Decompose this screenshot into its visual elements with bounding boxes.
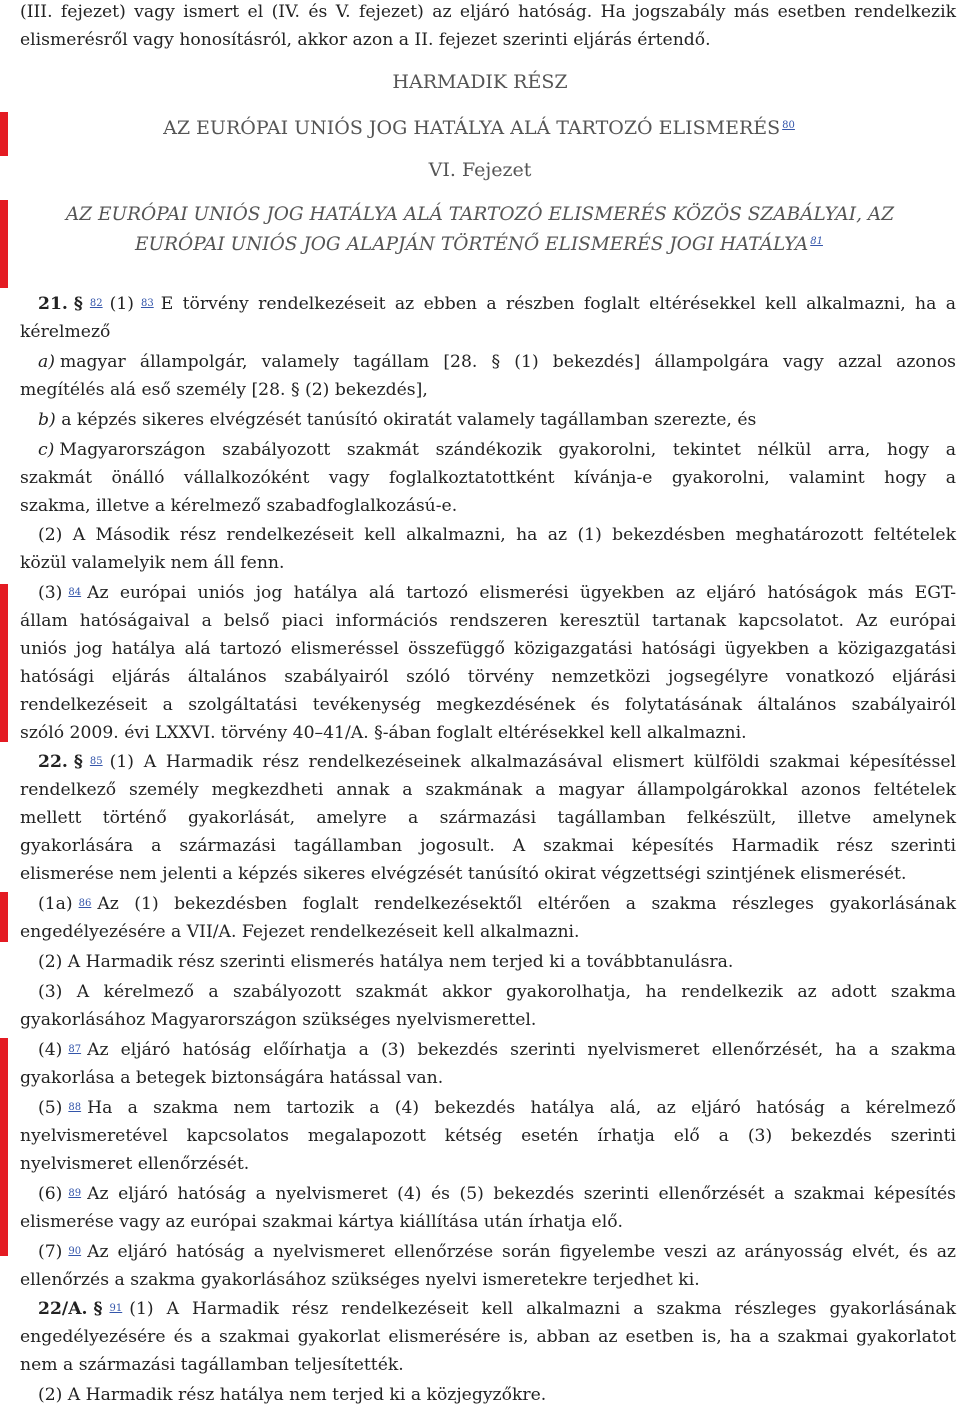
paragraph-line xyxy=(38,1096,956,1122)
margin-marker xyxy=(0,584,8,742)
margin-marker xyxy=(0,892,8,942)
text-line: hatósági eljárás általános szabályairól szóló törvény nemzetközi jogsegélyre vonatkozó eljárási xyxy=(20,667,956,687)
paragraph-line xyxy=(38,750,956,776)
text-line: ellenőrzés a szakma gyakorlásához szükséges nyelvi ismeretekre terjedhet ki. xyxy=(20,1270,700,1290)
section-number: 22/A. § xyxy=(38,1299,103,1319)
text-line: szakmát önálló vállalkozóként vagy foglalkoztatottként kívánja-e gyakorolni, valamint hogy a xyxy=(20,468,956,488)
text-line: nem a származási tagállamban teljesítették. xyxy=(20,1355,404,1375)
text-line: gyakorlása a betegek biztonságára hatással van. xyxy=(20,1068,444,1088)
text-segment: Az eljáró hatóság a nyelvismeret (4) és (5) bekezdés szerinti ellenőrzését a szakmai képesítés xyxy=(87,1184,956,1204)
text-segment: (1) A Harmadik rész rendelkezéseit kell alkalmazni a szakma részleges gyakorlásának xyxy=(129,1299,956,1319)
part-title: HARMADIK RÉSZ xyxy=(392,71,568,93)
footnote-link[interactable]: 87 xyxy=(68,1044,82,1055)
paragraph-label: (7) xyxy=(38,1242,63,1262)
chapter-heading: AZ EURÓPAI UNIÓS JOG HATÁLYA ALÁ TARTOZÓ ELISMERÉS KÖZÖS SZABÁLYAI, AZ xyxy=(65,204,895,225)
text-line: (2) A Harmadik rész szerinti elismerés hatálya nem terjed ki a továbbtanulásra. xyxy=(38,952,734,972)
paragraph-label: (3) xyxy=(38,583,63,603)
text-segment: magyar állampolgár, valamely tagállam [28. § (1) bekezdés] állampolgára vagy azzal azonos xyxy=(59,352,956,372)
paragraph-line xyxy=(38,292,956,318)
text-line: (3) A kérelmező a szabályozott szakmát akkor gyakorolhatja, ha rendelkezik az adott szakma xyxy=(38,982,956,1002)
text-line: (2) A Harmadik rész hatálya nem terjed ki a közjegyzőkre. xyxy=(38,1385,547,1405)
text-line: rendelkező személy megkezdheti annak a szakmának a magyar állampolgárokkal azonos feltételek xyxy=(20,780,956,800)
text-line: mellett történő gyakorlását, amelyre a származási tagállamban felkészült, illetve amelynek xyxy=(20,808,956,828)
text-line: szóló 2009. évi LXXVI. törvény 40–41/A. §-ában foglalt eltérésekkel kell alkalmazni. xyxy=(20,723,747,743)
list-item-a xyxy=(38,350,956,376)
text-line: elismerése nem jelenti a képzés sikeres elvégzését tanúsító okirat végzettségi szintjének elismerését. xyxy=(20,864,907,884)
footnote-link[interactable]: 91 xyxy=(109,1303,123,1314)
text-line: (III. fejezet) vagy ismert el (IV. és V. fejezet) az eljáró hatóság. Ha jogszabály más esetben rendelkezik xyxy=(20,2,956,22)
text-line: engedélyezésére a VII/A. Fejezet rendelkezéseit kell alkalmazni. xyxy=(20,922,580,942)
list-label: c) xyxy=(38,440,55,460)
footnote-link[interactable]: 80 xyxy=(782,120,795,131)
text-line: szakma, illetve a kérelmező szabadfoglalkozású-e. xyxy=(20,496,458,516)
text-line: elismerésről vagy honosításról, akkor azon a II. fejezet szerinti eljárás értendő. xyxy=(20,30,711,50)
text-line: gyakorlásához Magyarországon szükséges nyelvismerettel. xyxy=(20,1010,537,1030)
paragraph-label: (1) xyxy=(109,294,134,314)
paragraph-line xyxy=(38,581,956,607)
text-line: nyelvismeretével kapcsolatos megalapozott kétség esetén írhatja elő a (3) bekezdés szerinti xyxy=(20,1126,956,1146)
footnote-link[interactable]: 90 xyxy=(68,1246,82,1257)
text-line: nyelvismeret ellenőrzését. xyxy=(20,1154,250,1174)
list-label: a) xyxy=(38,352,55,372)
paragraph-label: (6) xyxy=(38,1184,63,1204)
text-line: rendelkezéseit a szolgáltatási tevékenység megkezdésének és folytatásának általános szabályairól xyxy=(20,695,956,715)
text-line: állam hatóságaival a belső piaci információs rendszeren keresztül tartanak kapcsolatot. Az európai xyxy=(20,611,956,631)
text-segment: E törvény rendelkezéseit az ebben a részben foglalt eltérésekkel kell alkalmazni, ha a xyxy=(160,294,956,314)
text-segment: a képzés sikeres elvégzését tanúsító okiratát valamely tagállamban szerezte, és xyxy=(61,410,757,430)
text-segment: Magyarországon szabályozott szakmát szándékozik gyakorolni, tekintet nélkül arra, hogy a xyxy=(59,440,956,460)
footnote-link[interactable]: 82 xyxy=(89,298,103,309)
text-line: megítélés alá eső személy [28. § (2) bekezdés], xyxy=(20,380,428,400)
text-segment: Ha a szakma nem tartozik a (4) bekezdés hatálya alá, az eljáró hatóság a kérelmező xyxy=(87,1098,956,1118)
chapter-heading: EURÓPAI UNIÓS JOG ALAPJÁN TÖRTÉNŐ ELISMERÉS JOGI HATÁLYA $^{81}$ xyxy=(135,234,823,255)
paragraph-line xyxy=(38,892,956,918)
list-item-b xyxy=(38,408,956,434)
paragraph-label: (5) xyxy=(38,1098,63,1118)
chapter-title: VI. Fejezet xyxy=(428,159,532,181)
part-subtitle: AZ EURÓPAI UNIÓS JOG HATÁLYA ALÁ TARTOZÓ ELISMERÉS $^{80}$ xyxy=(163,117,795,139)
footnote-link[interactable]: 84 xyxy=(68,587,82,598)
text-line: közül valamelyik nem áll fenn. xyxy=(20,553,285,573)
section-number: 22. § xyxy=(38,752,83,772)
paragraph-line xyxy=(38,1240,956,1266)
text-line: kérelmező xyxy=(20,322,111,342)
footnote-link[interactable]: 86 xyxy=(78,898,92,909)
list-label: b) xyxy=(38,410,56,430)
text-line: uniós jog hatálya alá tartozó elismeréssel összefüggő közigazgatási hatósági ügyekben a közigazgatási xyxy=(20,639,956,659)
text-line: elismerése vagy az európai szakmai kártya kiállítása után írhatja elő. xyxy=(20,1212,624,1232)
text-segment: Az eljáró hatóság előírhatja a (3) bekezdés szerinti nyelvismeret ellenőrzését, ha a szakma xyxy=(87,1040,956,1060)
list-item-c xyxy=(38,438,956,464)
paragraph-line xyxy=(38,1182,956,1208)
footnote-link[interactable]: 85 xyxy=(89,756,103,767)
text-line: (2) A Második rész rendelkezéseit kell alkalmazni, ha az (1) bekezdésben meghatározott feltételek xyxy=(38,525,956,545)
paragraph-line xyxy=(38,1297,956,1323)
paragraph-line xyxy=(38,1038,956,1064)
text-line: gyakorlására a származási tagállamban jogosult. A szakmai képesítés Harmadik rész szerinti xyxy=(20,836,956,856)
text-line: engedélyezésére és a szakmai gyakorlat elismerésére is, abban az esetben is, ha a szakmai gyakorlatot xyxy=(20,1327,956,1347)
text-segment: Az európai uniós jog hatálya alá tartozó elismerési ügyekben az eljáró hatóságok más EGT- xyxy=(87,583,956,603)
footnote-link[interactable]: 89 xyxy=(68,1188,82,1199)
section-number: 21. § xyxy=(38,294,83,314)
text-segment: Az eljáró hatóság a nyelvismeret ellenőrzése során figyelembe veszi az arányosság elvét, és az xyxy=(87,1242,956,1262)
footnote-link[interactable]: 83 xyxy=(140,298,154,309)
margin-marker xyxy=(0,1038,8,1256)
paragraph-label: (1a) xyxy=(38,894,73,914)
footnote-link[interactable]: 88 xyxy=(68,1102,82,1113)
paragraph-label: (4) xyxy=(38,1040,63,1060)
text-segment: Az (1) bekezdésben foglalt rendelkezésektől eltérően a szakma részleges gyakorlásának xyxy=(97,894,956,914)
footnote-link[interactable]: 81 xyxy=(810,236,823,247)
text-segment: (1) A Harmadik rész rendelkezéseinek alkalmazásával elismert külföldi szakmai képesítéssel xyxy=(109,752,956,772)
